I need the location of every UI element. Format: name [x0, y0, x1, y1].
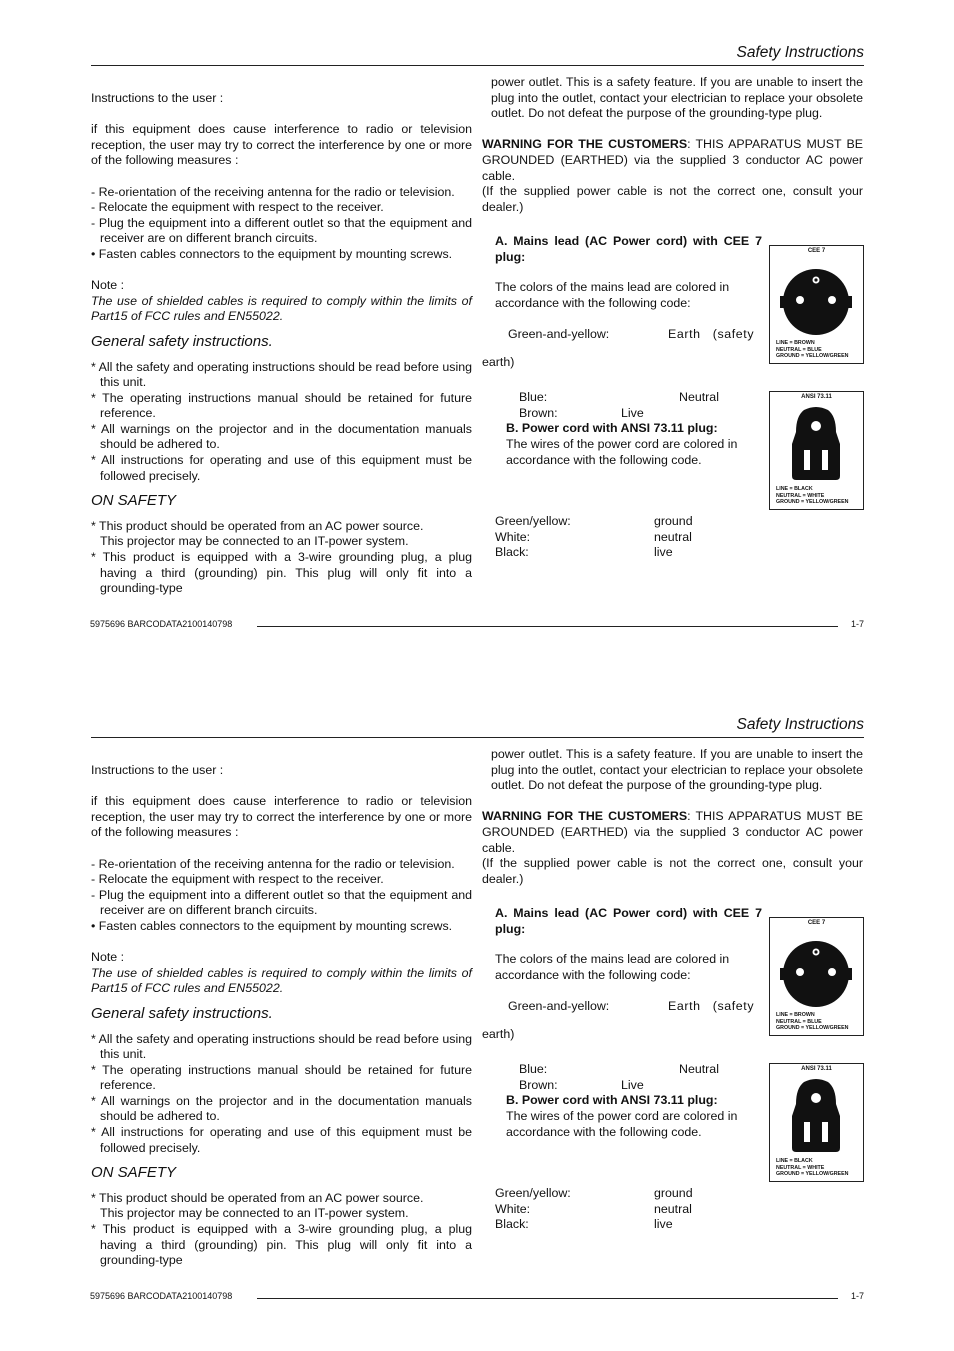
figure-legend — [776, 1012, 848, 1032]
page-header-title: Safety Instructions — [736, 44, 864, 61]
general-safety-heading: General safety instructions. — [91, 332, 273, 350]
page-header-title: Safety Instructions — [736, 716, 864, 733]
code-green-label: Green-and-yellow: — [508, 327, 610, 341]
cee7-plug-figure — [769, 917, 864, 1036]
page-1 — [0, 0, 954, 675]
figure-legend — [776, 1158, 848, 1178]
on-safety-heading: ON SAFETY — [91, 492, 177, 510]
safety-item: * This product should be operated from an AC power source. — [91, 1190, 424, 1205]
warning-paragraph — [482, 809, 863, 856]
code-earth-continued: earth) — [482, 1027, 515, 1041]
on-safety-heading: ON SAFETY — [91, 1164, 177, 1182]
ansi-plug-figure — [769, 391, 864, 510]
measure-item: - Plug the equipment into a different outlet so that the equipment and receiver are on different branch circuits. — [91, 887, 472, 918]
section-b-text: The wires of the power cord are colored in accordance with the following code. — [506, 1109, 738, 1139]
ansi-code-color: Green/yellow: — [495, 514, 571, 528]
safety-item-continued: This projector may be connected to an IT-power system. — [100, 1206, 409, 1221]
measure-item: - Re-orientation of the receiving antenna for the radio or television. — [91, 856, 455, 871]
legend-line: GROUND = YELLOW/GREEN — [776, 1025, 849, 1032]
legend-line: GROUND = YELLOW/GREEN — [776, 499, 849, 506]
note-label: Note : — [91, 950, 125, 965]
safety-item-continued: This projector may be connected to an IT-power system. — [100, 534, 409, 549]
header-rule — [91, 737, 864, 738]
legend-line: LINE = BROWN — [776, 340, 815, 347]
section-a-title: A. Mains lead (AC Power cord) with CEE 7 plug: — [495, 906, 762, 936]
page-2 — [0, 672, 954, 1347]
continuation-paragraph: power outlet. This is a safety feature. If you are unable to insert the plug into the outlet, contact your electrician to replace your obsolete outlet. Do not defeat the purpose of the grounding-type plug. — [491, 747, 863, 793]
figure-legend — [776, 340, 848, 360]
legend-line: NEUTRAL = WHITE — [776, 1164, 825, 1171]
doc-number: 5975696 BARCODATA2100140798 — [90, 1291, 233, 1301]
ansi-code-meaning: live — [654, 1217, 673, 1231]
general-item: * All instructions for operating and use of this equipment must be followed precisely. — [91, 453, 472, 483]
code-green-label: Green-and-yellow: — [508, 999, 610, 1013]
figure-label: CEE 7 — [807, 248, 826, 254]
general-item: * All the safety and operating instructions should be read before using this unit. — [91, 359, 472, 390]
warning-note: (If the supplied power cable is not the correct one, consult your dealer.) — [482, 184, 863, 214]
continuation-paragraph: power outlet. This is a safety feature. If you are unable to insert the plug into the outlet, contact your electrician to replace your obsolete outlet. Do not defeat the purpose of the grounding-type plug. — [491, 75, 863, 121]
legend-line: NEUTRAL = BLUE — [776, 346, 822, 353]
right-column — [482, 75, 863, 215]
code-brown-label: Brown: — [519, 1078, 558, 1092]
general-item: * All instructions for operating and use of this equipment must be followed precisely. — [91, 1125, 472, 1155]
measure-item: • Fasten cables connectors to the equipment by mounting screws. — [91, 918, 453, 933]
code-earth-label: Earth (safety — [668, 327, 755, 341]
ansi-code-meaning: live — [654, 545, 673, 559]
general-item: * The operating instructions manual should be retained for future reference. — [91, 390, 472, 421]
section-b-title: B. Power cord with ANSI 73.11 plug: — [506, 421, 718, 435]
footer-rule — [257, 1298, 838, 1299]
code-live-label: Live — [621, 406, 644, 420]
note-text: The use of shielded cables is required to comply within the limits of Part15 of FCC rules and EN55022. — [91, 293, 472, 324]
interference-paragraph: if this equipment does cause interference to radio or television reception, the user may try to correct the interference by one or more of the following measures : — [91, 794, 472, 840]
ansi-code-meaning: neutral — [654, 1202, 692, 1216]
general-safety-heading: General safety instructions. — [91, 1004, 273, 1022]
ansi-code-color: White: — [495, 530, 531, 544]
section-a-text: The colors of the mains lead are colored in accordance with the following code: — [495, 280, 730, 310]
figure-legend — [776, 486, 848, 506]
cee7-plug-figure — [769, 245, 864, 364]
note-text: The use of shielded cables is required to comply within the limits of Part15 of FCC rules and EN55022. — [91, 965, 472, 996]
legend-line: NEUTRAL = BLUE — [776, 1018, 822, 1025]
warning-paragraph — [482, 137, 863, 184]
code-blue-label: Blue: — [519, 1062, 548, 1076]
page-number: 1-7 — [850, 619, 864, 629]
measure-item: - Relocate the equipment with respect to the receiver. — [91, 200, 384, 215]
code-earth-label: Earth (safety — [668, 999, 755, 1013]
safety-item: * This product is equipped with a 3-wire grounding plug, a plug having a third (grounding) pin. This plug will only fit into a grounding-type — [91, 1222, 472, 1268]
ansi-code-color: White: — [495, 1202, 531, 1216]
measure-item: - Plug the equipment into a different outlet so that the equipment and receiver are on different branch circuits. — [91, 215, 472, 246]
general-item: * The operating instructions manual should be retained for future reference. — [91, 1062, 472, 1093]
page-number: 1-7 — [850, 1291, 864, 1301]
code-brown-label: Brown: — [519, 406, 558, 420]
measure-item: - Relocate the equipment with respect to the receiver. — [91, 872, 384, 887]
general-item: * All warnings on the projector and in the documentation manuals should be adhered to. — [91, 1093, 472, 1124]
general-item: * All warnings on the projector and in the documentation manuals should be adhered to. — [91, 421, 472, 452]
figure-label: ANSI 73.11 — [801, 1066, 832, 1072]
figure-label: CEE 7 — [807, 920, 826, 926]
ansi-code-color: Green/yellow: — [495, 1186, 571, 1200]
ansi-code-meaning: neutral — [654, 530, 692, 544]
warning-note: (If the supplied power cable is not the correct one, consult your dealer.) — [482, 856, 863, 886]
code-neutral-label: Neutral — [679, 390, 719, 404]
ansi-code-color: Black: — [495, 1217, 529, 1231]
footer-rule — [257, 626, 838, 627]
code-blue-label: Blue: — [519, 390, 548, 404]
left-column — [91, 91, 472, 597]
measure-item: - Re-orientation of the receiving antenna for the radio or television. — [91, 184, 455, 199]
code-live-label: Live — [621, 1078, 644, 1092]
instructions-label: Instructions to the user : — [91, 763, 224, 777]
legend-line: GROUND = YELLOW/GREEN — [776, 353, 849, 360]
right-column — [482, 747, 863, 887]
legend-line: GROUND = YELLOW/GREEN — [776, 1171, 849, 1178]
ansi-plug-figure — [769, 1063, 864, 1182]
safety-item: * This product is equipped with a 3-wire grounding plug, a plug having a third (grounding) pin. This plug will only fit into a grounding-type — [91, 550, 472, 596]
instructions-label: Instructions to the user : — [91, 91, 224, 105]
safety-item: * This product should be operated from an AC power source. — [91, 518, 424, 533]
section-b-text: The wires of the power cord are colored in accordance with the following code. — [506, 437, 738, 467]
interference-paragraph: if this equipment does cause interference to radio or television reception, the user may try to correct the interference by one or more of the following measures : — [91, 122, 472, 168]
ansi-code-color: Black: — [495, 545, 529, 559]
ansi-code-meaning: ground — [654, 514, 693, 528]
code-earth-continued: earth) — [482, 355, 515, 369]
figure-label: ANSI 73.11 — [801, 394, 832, 400]
legend-line: LINE = BROWN — [776, 1012, 815, 1019]
note-label: Note : — [91, 278, 125, 293]
warning-text: : THIS APPARATUS MUST BE GROUNDED (EARTHED) via the supplied 3 conductor AC power cable. — [482, 137, 863, 183]
section-b-title: B. Power cord with ANSI 73.11 plug: — [506, 1093, 718, 1107]
ansi-code-meaning: ground — [654, 1186, 693, 1200]
section-a-title: A. Mains lead (AC Power cord) with CEE 7 plug: — [495, 234, 762, 264]
warning-label: WARNING FOR THE CUSTOMERS — [482, 137, 688, 152]
legend-line: LINE = BLACK — [776, 1158, 813, 1165]
warning-label: WARNING FOR THE CUSTOMERS — [482, 809, 688, 824]
measure-item: • Fasten cables connectors to the equipment by mounting screws. — [91, 246, 453, 261]
legend-line: LINE = BLACK — [776, 486, 813, 493]
header-rule — [91, 65, 864, 66]
left-column — [91, 763, 472, 1269]
general-item: * All the safety and operating instructions should be read before using this unit. — [91, 1031, 472, 1062]
doc-number: 5975696 BARCODATA2100140798 — [90, 619, 233, 629]
warning-text: : THIS APPARATUS MUST BE GROUNDED (EARTHED) via the supplied 3 conductor AC power cable. — [482, 809, 863, 855]
section-a-text: The colors of the mains lead are colored in accordance with the following code: — [495, 952, 730, 982]
legend-line: NEUTRAL = WHITE — [776, 492, 825, 499]
code-neutral-label: Neutral — [679, 1062, 719, 1076]
